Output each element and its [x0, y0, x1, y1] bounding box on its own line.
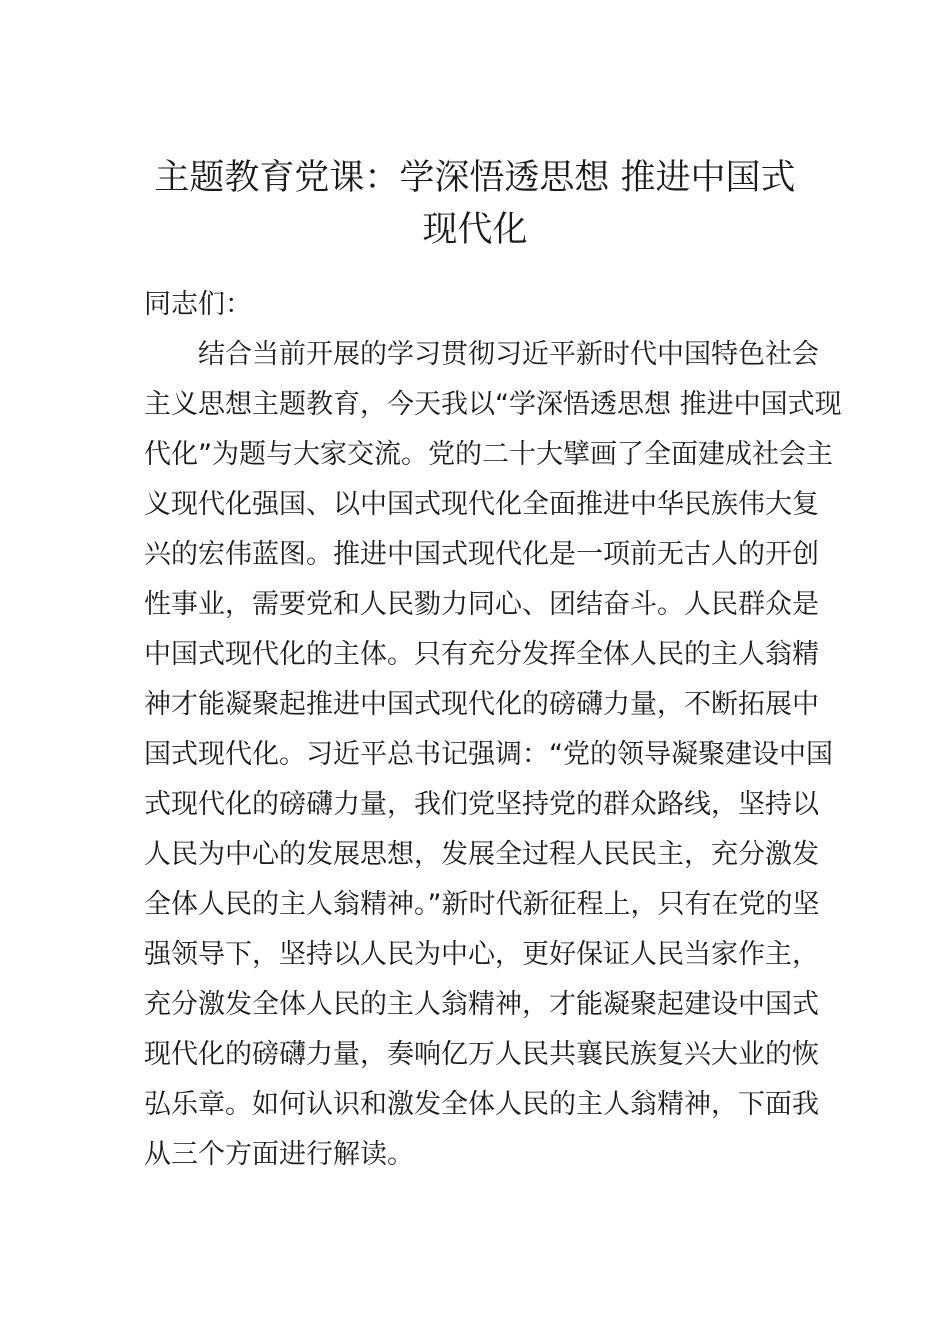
paragraph-line: 国式现代化。习近平总书记强调：“党的领导凝聚建设中国: [144, 739, 833, 770]
paragraph-line: 结合当前开展的学习贯彻习近平新时代中国特色社会: [198, 339, 819, 370]
paragraph-line: 神才能凝聚起推进中国式现代化的磅礴力量，不断拓展中: [144, 689, 819, 720]
paragraph: [144, 330, 842, 1180]
paragraph-line: 性事业，需要党和人民勠力同心、团结奋斗。人民群众是: [144, 589, 819, 620]
title-line-2: 现代化: [422, 210, 528, 250]
paragraph-line: 式现代化的磅礴力量，我们党坚持党的群众路线，坚持以: [144, 789, 819, 820]
salutation: 同志们：: [144, 289, 252, 320]
paragraph-line: 义现代化强国、以中国式现代化全面推进中华民族伟大复: [144, 489, 819, 520]
paragraph-line: 强领导下，坚持以人民为中心，更好保证人民当家作主，: [144, 939, 819, 970]
paragraph-line: 全体人民的主人翁精神。”新时代新征程上，只有在党的坚: [144, 889, 820, 920]
paragraph-line: 中国式现代化的主体。只有充分发挥全体人民的主人翁精: [144, 639, 819, 670]
document-body: [144, 280, 842, 1180]
title-line-1: 主题教育党课：学深悟透思想 推进中国式: [154, 158, 796, 198]
paragraph-line: 代化”为题与大家交流。党的二十大擘画了全面建成社会主: [144, 439, 833, 470]
paragraph-line: 兴的宏伟蓝图。推进中国式现代化是一项前无古人的开创: [144, 539, 819, 570]
paragraph-line: 从三个方面进行解读。: [144, 1139, 414, 1170]
paragraph-line: 现代化的磅礴力量，奏响亿万人民共襄民族复兴大业的恢: [144, 1039, 819, 1070]
paragraph-line: 弘乐章。如何认识和激发全体人民的主人翁精神，下面我: [144, 1089, 819, 1120]
paragraph-line: 主义思想主题教育，今天我以“学深悟透思想 推进中国式现: [144, 389, 842, 420]
document-title: [140, 152, 810, 256]
paragraph-line: 人民为中心的发展思想，发展全过程人民民主，充分激发: [144, 839, 819, 870]
paragraph-line: 充分激发全体人民的主人翁精神，才能凝聚起建设中国式: [144, 989, 819, 1020]
